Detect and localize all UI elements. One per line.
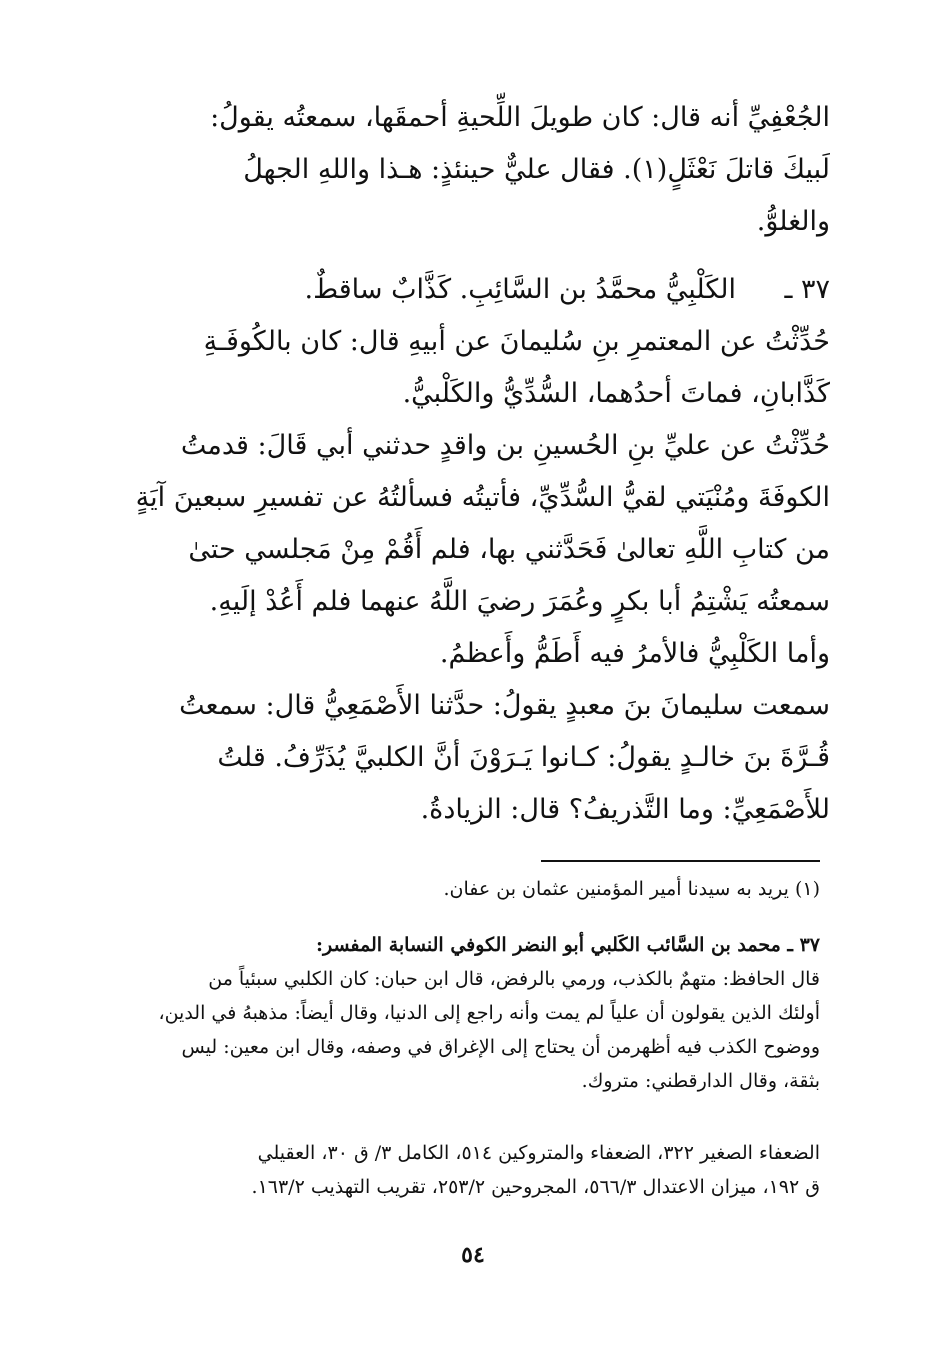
text-line: وأما الكَلْبِيُّ فالأمرُ فيه أَطَمُّ وأَعظمُ. — [439, 638, 830, 669]
footnote-heading: ٣٧ ـ محمد بن السَّائب الكَلبي أبو النضر الكوفي النسابة المفسر: — [315, 934, 820, 956]
text-line: الجُعْفِيِّ أنه قال: كان طويلَ اللِّحيةِ أحمقَها، سمعتُه يقولُ: — [210, 102, 830, 133]
text-line: من كتابِ اللَّهِ تعالىٰ فَحَدَّثني بها، فلم أَقُمْ مِنْ مَجلسي حتىٰ — [188, 534, 830, 565]
footnote-line: قال الحافظ: متهمٌ بالكذب، ورمي بالرفض، قال ابن حبان: كان الكلبي سبئياً من — [208, 968, 820, 990]
text-line: للأَصْمَعِيِّ: وما التَّذريفُ؟ قال: الزيادةُ. — [420, 794, 830, 825]
footnote-line: ووضوح الكذب فيه أظهرمن أن يحتاج إلى الإغراق في وصفه، وقال ابن معين: ليس — [181, 1036, 820, 1058]
footnote-1 — [108, 872, 820, 906]
text-line: الكوفَةَ ومُنْيَتي لقيُّ السُّدِّيِّ، فأتيتُه فسألتُهُ عن تفسيرِ سبعينَ آيَةٍ — [135, 482, 830, 513]
sources-line: الضعفاء الصغير ٣٢٢، الضعفاء والمتروكين ٥١٤، الكامل ٣/ ق ٣٠، العقيلي — [257, 1142, 820, 1164]
footnote-divider — [541, 860, 820, 862]
text-line: كَذَّابانِ، فماتَ أحدُهما، السُّدِّيُّ والكَلْبيُّ. — [402, 378, 830, 409]
text-line: لَبيكَ قاتلَ نَعْثَلٍ(١). فقال عليٌّ حينئذٍ: هـذا واللهِ الجهلُ — [243, 154, 830, 185]
text-line: حُدِّثْتُ عن عليِّ بنِ الحُسينِ بن واقدٍ حدثني أبي قَالَ: قدمتُ — [180, 430, 830, 461]
text-line: قُـرَّةَ بنَ خالـدٍ يقولُ: كـانوا يَـرَوْنَ أنَّ الكلبيَّ يُذَرِّفُ. قلتُ — [217, 742, 830, 773]
footnote-sources — [108, 1136, 820, 1204]
text-line: سمعتُه يَشْتِمُ أبا بكرٍ وعُمَرَ رضيَ اللَّهُ عنهما فلم أَعُدْ إلَيهِ. — [209, 586, 830, 617]
main-text — [108, 92, 830, 836]
footnote-text: (١) يريد به سيدنا أمير المؤمنين عثمان بن عفان. — [443, 878, 820, 900]
page-number: ٥٤ — [461, 1242, 485, 1268]
text-line: والغلوُّ. — [756, 206, 830, 237]
entry-number: ٣٧ ـ — [784, 274, 830, 305]
entry-title: الكَلْبِيُّ محمَّدُ بن السَّائِبِ. كَذَّابٌ ساقطٌ. — [304, 274, 736, 305]
footnote-37 — [108, 928, 820, 1098]
text-line: سمعت سليمانَ بنَ معبدٍ يقولُ: حدَّثنا الأَصْمَعِيُّ قال: سمعتُ — [179, 690, 830, 721]
footnote-line: أولئك الذين يقولون أن علياً لم يمت وأنه راجع إلى الدنيا، وقال أيضاً: مذهبهُ في الدين، — [158, 1002, 820, 1024]
entry-heading — [108, 264, 830, 316]
footnote-line: بثقة، وقال الدارقطني: متروك. — [581, 1070, 820, 1092]
text-line: حُدِّثْتُ عن المعتمرِ بنِ سُليمانَ عن أبيهِ قال: كان بالكُوفَـةِ — [203, 326, 830, 357]
sources-line: ق ١٩٢، ميزان الاعتدال ٥٦٦/٣، المجروحين ٢٥٣/٢، تقريب التهذيب ١٦٣/٢. — [251, 1176, 820, 1198]
